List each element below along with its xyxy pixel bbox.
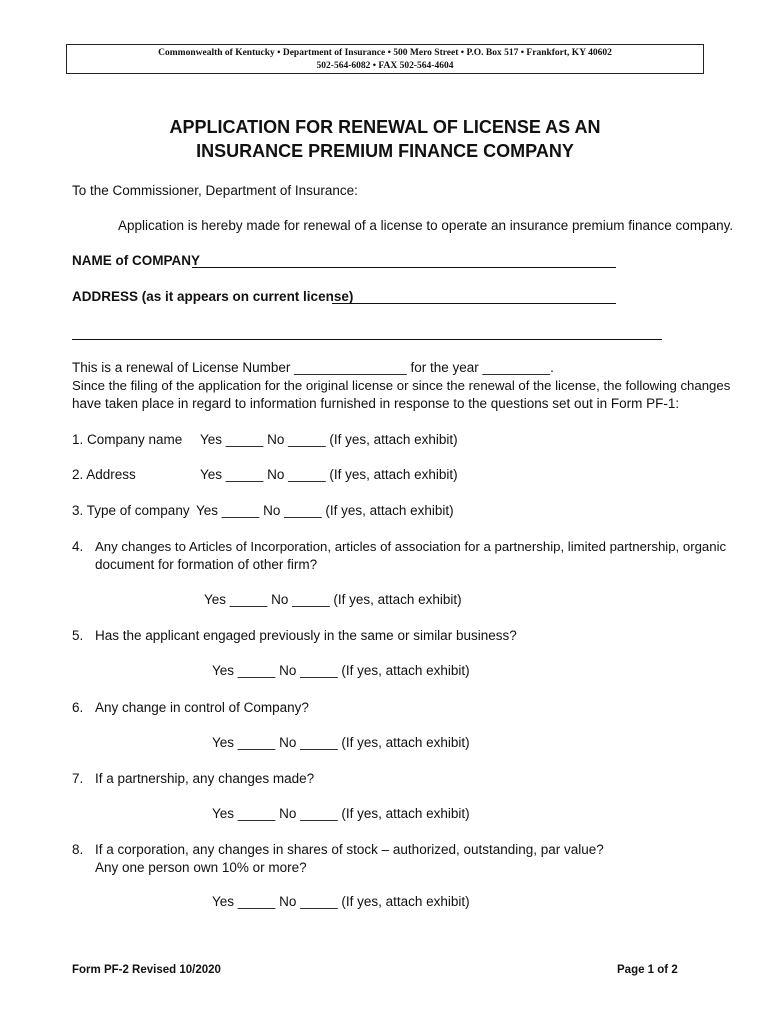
page-number: Page 1 of 2 — [617, 964, 678, 976]
q6-answer[interactable]: Yes _____ No _____ (If yes, attach exhibit) — [212, 735, 470, 750]
company-name-field[interactable] — [192, 267, 616, 268]
q7-answer[interactable]: Yes _____ No _____ (If yes, attach exhibit) — [212, 806, 470, 821]
q4-text-line-2: document for formation of other firm? — [95, 557, 318, 572]
q7-number: 7. — [72, 771, 84, 786]
address-label: ADDRESS (as it appears on current license) — [72, 289, 354, 304]
q3-label: 3. Type of company — [72, 503, 190, 518]
q5-text: Has the applicant engaged previously in the same or similar business? — [95, 628, 517, 643]
q6-number: 6. — [72, 700, 84, 715]
salutation: To the Commissioner, Department of Insurance: — [72, 183, 358, 198]
letterhead-address: Commonwealth of Kentucky • Department of Insurance • 500 Mero Street • P.O. Box 517 • Frankfort, KY 40602 — [158, 48, 612, 58]
q7-text: If a partnership, any changes made? — [95, 771, 315, 786]
q2-answer[interactable]: Yes _____ No _____ (If yes, attach exhibit) — [200, 467, 458, 482]
address-field[interactable] — [332, 303, 616, 304]
q8-number: 8. — [72, 842, 84, 857]
address-field-line-2[interactable] — [72, 339, 662, 340]
changes-text-line-2: have taken place in regard to information furnished in response to the questions set out in Form PF-1: — [72, 396, 680, 411]
letterhead-phone: 502-564-6082 • FAX 502-564-4604 — [316, 61, 454, 71]
form-title-line-1: APPLICATION FOR RENEWAL OF LICENSE AS AN — [169, 117, 601, 137]
q8-text-line-2: Any one person own 10% or more? — [95, 860, 307, 875]
q4-number: 4. — [72, 539, 84, 554]
q2-label: 2. Address — [72, 467, 136, 482]
changes-text-line-1: Since the filing of the application for the original license or since the renewal of the license, the following changes — [72, 378, 731, 393]
form-id-footer: Form PF-2 Revised 10/2020 — [72, 964, 221, 976]
q1-answer[interactable]: Yes _____ No _____ (If yes, attach exhibit) — [200, 432, 458, 447]
q5-number: 5. — [72, 628, 84, 643]
renewal-license-line: This is a renewal of License Number _______________ for the year _________. — [72, 360, 554, 375]
q1-label: 1. Company name — [72, 432, 183, 447]
q5-answer[interactable]: Yes _____ No _____ (If yes, attach exhibit) — [212, 663, 470, 678]
q3-answer[interactable]: Yes _____ No _____ (If yes, attach exhibit) — [196, 503, 454, 518]
q8-answer[interactable]: Yes _____ No _____ (If yes, attach exhibit) — [212, 894, 470, 909]
form-title-line-2: INSURANCE PREMIUM FINANCE COMPANY — [196, 141, 574, 161]
q8-text-line-1: If a corporation, any changes in shares of stock – authorized, outstanding, par value? — [95, 842, 604, 857]
company-name-label: NAME of COMPANY — [72, 253, 200, 268]
q4-text-line-1: Any changes to Articles of Incorporation, articles of association for a partnership, limited partnership, organic — [95, 539, 727, 554]
q6-text: Any change in control of Company? — [95, 700, 309, 715]
letterhead-box — [66, 44, 704, 74]
q4-answer[interactable]: Yes _____ No _____ (If yes, attach exhibit) — [204, 592, 462, 607]
intro-text: Application is hereby made for renewal of a license to operate an insurance premium finance company. — [118, 218, 734, 233]
